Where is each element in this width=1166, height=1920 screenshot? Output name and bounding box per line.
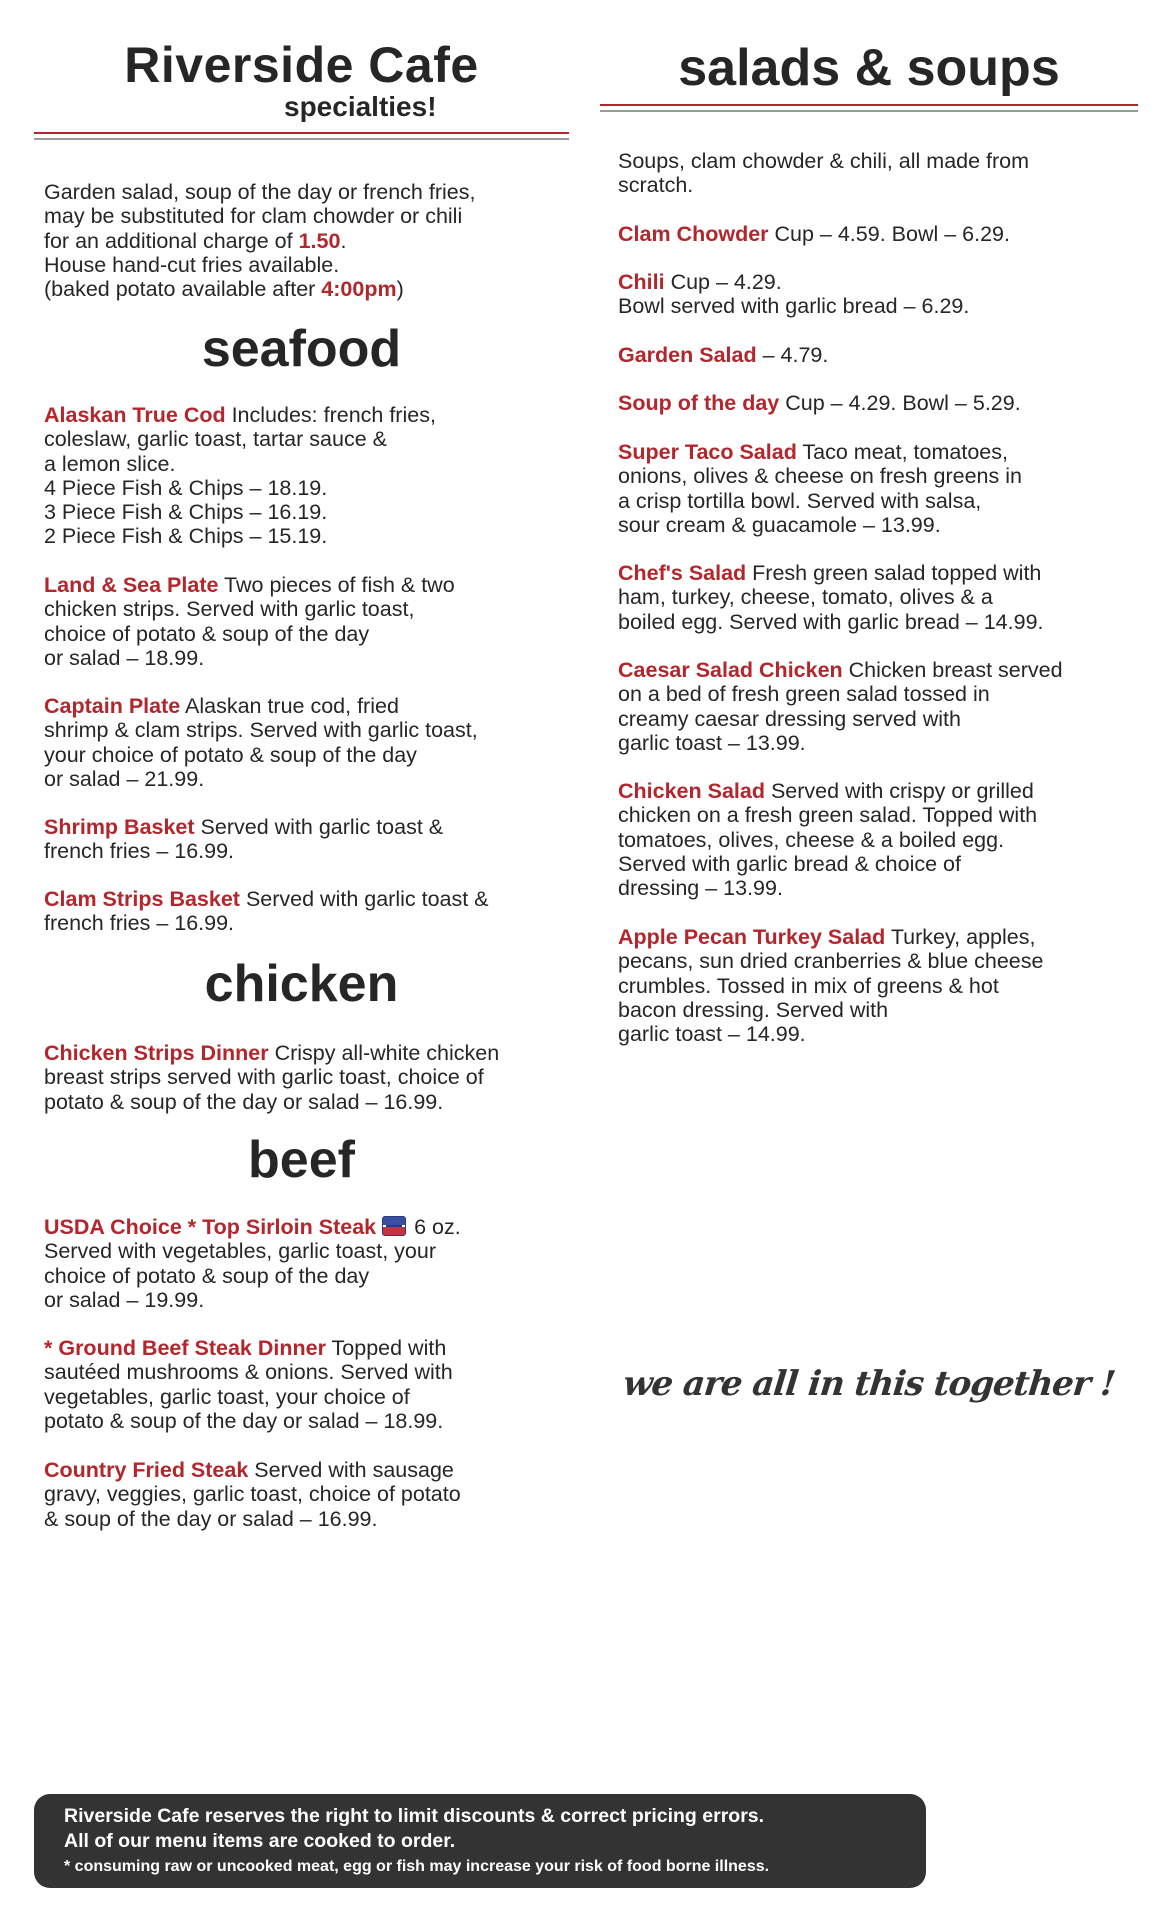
item-desc: Served with vegetables, garlic toast, your — [44, 1239, 436, 1264]
item-desc: choice of potato & soup of the day — [44, 1263, 370, 1288]
item-desc: or salad – 21.99. — [44, 766, 205, 791]
item-desc: sour cream & guacamole – 13.99. — [618, 512, 941, 537]
substitution-price: 1.50 — [298, 228, 341, 253]
item-desc: Crispy all-white chicken — [268, 1041, 500, 1065]
menu-item-land-sea — [44, 573, 584, 670]
item-desc: creamy caesar dressing served with — [618, 706, 961, 731]
item-desc: Served with garlic toast & — [239, 887, 489, 911]
menu-item-ground-beef — [44, 1336, 584, 1433]
menu-item-clam-chowder — [618, 222, 1138, 246]
item-desc: breast strips served with garlic toast, choice of — [44, 1065, 484, 1090]
intro-text-part: (baked potato available after — [44, 277, 322, 302]
chicken-heading: chicken — [204, 955, 399, 1013]
item-name: Garden Salad — [618, 343, 757, 367]
item-desc: boiled egg. Served with garlic bread – 14.99. — [618, 609, 1044, 634]
item-desc: & soup of the day or salad – 16.99. — [44, 1506, 378, 1531]
item-desc: bacon dressing. Served with — [618, 997, 889, 1022]
item-name: Captain Plate — [44, 694, 181, 718]
item-desc: potato & soup of the day or salad – 18.99. — [44, 1408, 444, 1433]
intro-line — [44, 277, 584, 301]
menu-item-chili — [618, 270, 1138, 319]
menu-item-country-fried — [44, 1458, 584, 1531]
item-desc: choice of potato & soup of the day — [44, 621, 370, 646]
divider-red — [600, 104, 1138, 106]
item-desc: pecans, sun dried cranberries & blue cheese — [618, 949, 1044, 974]
item-name: * Ground Beef Steak Dinner — [44, 1336, 326, 1360]
menu-item-apple-pecan — [618, 925, 1138, 1046]
item-desc: chicken strips. Served with garlic toast, — [44, 597, 415, 622]
tagline: we are all in this together ! — [621, 1364, 1117, 1404]
item-desc: Served with crispy or grilled — [764, 779, 1034, 803]
menu-item-captain-plate — [44, 694, 584, 791]
brand-subtitle: specialties! — [284, 91, 437, 122]
item-name: Soup of the day — [618, 391, 780, 415]
item-size: 6 oz. — [414, 1215, 461, 1239]
food-safety-warning: * consuming raw or uncooked meat, egg or fish may increase your risk of food borne illness. — [64, 1858, 770, 1875]
intro-line: House hand-cut fries available. — [44, 252, 340, 277]
menu-item-shrimp-basket — [44, 815, 584, 864]
divider-gray — [34, 138, 569, 140]
menu-item-garden-salad — [618, 343, 1138, 367]
item-desc: dressing – 13.99. — [618, 876, 783, 901]
item-desc: Chicken breast served — [842, 658, 1063, 682]
disclaimer-footer — [34, 1794, 926, 1888]
item-name: USDA Choice * Top Sirloin Steak — [44, 1215, 377, 1239]
menu-item-alaskan-cod — [44, 403, 584, 549]
item-desc: french fries – 16.99. — [44, 911, 235, 936]
brand-title: Riverside Cafe — [124, 37, 479, 93]
item-price: Cup – 4.59. Bowl – 6.29. — [768, 222, 1010, 246]
menu-item-super-taco — [618, 440, 1138, 537]
item-desc: garlic toast – 13.99. — [618, 730, 806, 755]
salads-soups-heading: salads & soups — [678, 39, 1060, 97]
item-desc: Turkey, apples, — [885, 925, 1036, 949]
item-desc: a lemon slice. — [44, 451, 176, 476]
item-desc: Taco meat, tomatoes, — [796, 440, 1008, 464]
item-name: Clam Chowder — [618, 222, 769, 246]
item-desc: ham, turkey, cheese, tomato, olives & a — [618, 585, 993, 610]
menu-item-soup-of-day — [618, 391, 1138, 415]
item-name: Super Taco Salad — [618, 440, 797, 464]
menu-item-chefs-salad — [618, 561, 1138, 634]
item-desc: Topped with — [325, 1336, 447, 1360]
intro-line: Garden salad, soup of the day or french fries, — [44, 180, 476, 204]
item-desc: or salad – 18.99. — [44, 645, 205, 670]
intro-text-part: . — [340, 228, 347, 253]
item-desc: Served with sausage — [248, 1458, 454, 1482]
salads-intro — [618, 149, 1138, 198]
item-price: 3 Piece Fish & Chips – 16.19. — [44, 500, 328, 525]
intro-line — [44, 204, 584, 228]
item-desc: a crisp tortilla bowl. Served with salsa, — [618, 488, 982, 513]
item-desc: garlic toast – 14.99. — [618, 1022, 806, 1047]
item-name: Alaskan True Cod — [44, 403, 226, 427]
item-desc: Includes: french fries, — [225, 403, 436, 427]
seafood-heading: seafood — [201, 320, 402, 378]
item-price: – 4.79. — [756, 343, 829, 367]
menu-item-caesar — [618, 658, 1138, 755]
item-desc: Served with garlic bread & choice of — [618, 851, 961, 876]
footer-line: All of our menu items are cooked to order. — [64, 1830, 456, 1852]
item-name: Apple Pecan Turkey Salad — [618, 925, 886, 949]
item-desc: Two pieces of fish & two — [218, 573, 455, 597]
item-desc: vegetables, garlic toast, your choice of — [44, 1384, 410, 1409]
item-name: Caesar Salad Chicken — [618, 658, 843, 682]
item-name: Chili — [618, 270, 665, 294]
item-price: 2 Piece Fish & Chips – 15.19. — [44, 524, 328, 549]
item-desc: Alaskan true cod, fried — [180, 694, 399, 718]
item-desc: your choice of potato & soup of the day — [44, 742, 417, 767]
menu-item-sirloin — [44, 1215, 584, 1312]
menu-item-chicken-strips — [44, 1041, 584, 1114]
item-name: Shrimp Basket — [44, 815, 195, 839]
footer-line: Riverside Cafe reserves the right to limit discounts & correct pricing errors. — [64, 1805, 765, 1827]
item-desc: potato & soup of the day or salad – 16.99. — [44, 1089, 444, 1114]
item-desc: shrimp & clam strips. Served with garlic toast, — [44, 718, 478, 743]
item-desc: onions, olives & cheese on fresh greens in — [618, 464, 1022, 489]
intro-text-part: may be substituted for clam chowder or chili — [44, 204, 463, 229]
item-desc: Served with garlic toast & — [194, 815, 444, 839]
item-name: Chicken Salad — [618, 779, 765, 803]
intro-line — [44, 229, 584, 253]
item-desc: chicken on a fresh green salad. Topped with — [618, 803, 1038, 828]
item-price: Cup – 4.29. Bowl – 5.29. — [779, 391, 1021, 415]
item-price: Cup – 4.29. — [664, 270, 782, 294]
intro-line: Soups, clam chowder & chili, all made from — [618, 149, 1030, 173]
item-desc: or salad – 19.99. — [44, 1287, 205, 1312]
beef-heading: beef — [248, 1131, 355, 1189]
intro-text-part: ) — [396, 277, 404, 302]
item-name: Clam Strips Basket — [44, 887, 240, 911]
usda-choice-icon — [382, 1216, 406, 1236]
intro-text — [44, 180, 584, 301]
baked-potato-time: 4:00pm — [321, 277, 397, 302]
divider-red — [34, 132, 569, 134]
item-name: Land & Sea Plate — [44, 573, 219, 597]
item-desc: sautéed mushrooms & onions. Served with — [44, 1360, 453, 1385]
item-desc: crumbles. Tossed in mix of greens & hot — [618, 973, 999, 998]
item-desc: Fresh green salad topped with — [746, 561, 1042, 585]
intro-text-part: for an additional charge of — [44, 228, 299, 253]
item-desc: tomatoes, olives, cheese & a boiled egg. — [618, 827, 1005, 852]
item-name: Chef's Salad — [618, 561, 747, 585]
intro-line: scratch. — [618, 173, 694, 198]
item-name: Chicken Strips Dinner — [44, 1041, 269, 1065]
menu-item-clam-strips — [44, 887, 584, 936]
item-price: Bowl served with garlic bread – 6.29. — [618, 294, 970, 319]
menu-item-chicken-salad — [618, 779, 1138, 900]
item-desc: gravy, veggies, garlic toast, choice of potato — [44, 1482, 461, 1507]
item-name: Country Fried Steak — [44, 1458, 249, 1482]
item-desc: french fries – 16.99. — [44, 839, 235, 864]
item-desc: on a bed of fresh green salad tossed in — [618, 682, 990, 707]
item-desc: coleslaw, garlic toast, tartar sauce & — [44, 427, 387, 452]
divider-gray — [600, 110, 1138, 112]
item-price: 4 Piece Fish & Chips – 18.19. — [44, 475, 328, 500]
